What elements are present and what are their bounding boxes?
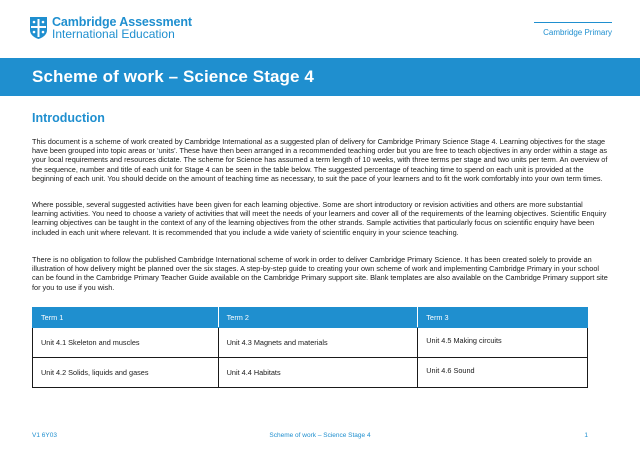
header-rule — [534, 22, 612, 23]
logo-line2: International Education — [52, 27, 175, 41]
title-banner — [0, 58, 640, 96]
table-cell: Unit 4.5 Making circuits — [418, 328, 588, 358]
header-term-2: Term 2 — [218, 308, 418, 328]
table-cell: Unit 4.2 Solids, liquids and gases — [33, 358, 219, 388]
units-table — [32, 307, 588, 388]
intro-paragraph-1: This document is a scheme of work created by Cambridge International as a suggested plan of delivery for Cambridge Primary Science Stage 4. Learning objectives for the stage have been grouped into topic areas or ‘units’. These have then been arranged in a recommended teaching order but you are free to teach objectives in any order within a stage as your local requirements and resources dictate. The scheme for Science has assumed a term length of 10 weeks, with three terms per stage and two units per term. An overview of the sequence, number and title of each unit for Stage 4 can be seen in the table below. The suggested percentage of teaching time to spend on each unit is provided at the beginning of each unit. You should decide on the amount of teaching time as necessary, to suit the pace of your learners and to fit the work comfortably into your own term times. — [32, 137, 608, 183]
table-cell: Unit 4.3 Magnets and materials — [218, 328, 418, 358]
table-row — [33, 358, 588, 388]
footer-title: Scheme of work – Science Stage 4 — [269, 432, 371, 439]
intro-heading: Introduction — [32, 111, 105, 125]
table-cell: Unit 4.4 Habitats — [218, 358, 418, 388]
intro-paragraph-3: There is no obligation to follow the published Cambridge International scheme of work in order to deliver Cambridge Primary Science. It has been created solely to provide an illustration of how delivery might be planned over the six stages. A step-by-step guide to creating your own scheme of work and implementing Cambridge Primary in your school can be found in the Cambridge Primary Teacher Guide available on the Cambridge Primary support site. Blank templates are also available on the Cambridge Primary support site for you to use if you wish. — [32, 255, 608, 292]
header-term-3: Term 3 — [418, 308, 588, 328]
cambridge-logo — [30, 16, 192, 40]
table-header-row — [33, 308, 588, 328]
cambridge-primary-label: Cambridge Primary — [543, 28, 612, 37]
page-header — [0, 0, 640, 50]
footer-page-number: 1 — [584, 432, 588, 439]
intro-paragraph-2: Where possible, several suggested activities have been given for each learning objective. Some are short introductory or revision activities and others are more substantial learning activities. You need to choose a variety of activities that will meet the needs of your learners and cover all of the requirements of the learning objectives. Scientific Enquiry learning objectives can be taught in the context of any of the learning objectives from the other strands. Sample activities that particularly focus on scientific enquiry have been included in each unit where relevant. It is recommended that you include a wide variety of scientific enquiry in your science teaching. — [32, 200, 607, 237]
logo-line1: Cambridge Assessment — [52, 15, 192, 29]
table-cell: Unit 4.1 Skeleton and muscles — [33, 328, 219, 358]
footer-version: V1 6Y03 — [32, 432, 57, 439]
table-cell: Unit 4.6 Sound — [418, 358, 588, 388]
shield-icon — [30, 17, 47, 39]
page-title: Scheme of work – Science Stage 4 — [32, 67, 314, 86]
table-row — [33, 328, 588, 358]
header-term-1: Term 1 — [33, 308, 219, 328]
